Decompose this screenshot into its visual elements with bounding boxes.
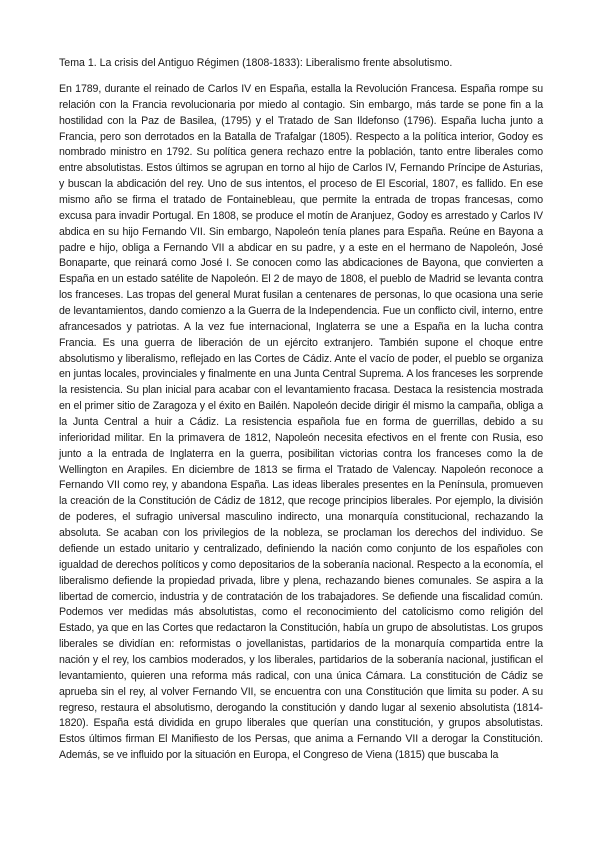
document-title: Tema 1. La crisis del Antiguo Régimen (1808-1833): Liberalismo frente absolutismo. xyxy=(59,57,453,69)
document-page xyxy=(59,56,543,764)
document-body-paragraph: En 1789, durante el reinado de Carlos IV en España, estalla la Revolución Francesa. España rompe su relación con la Francia revolucionaria por miedo al contagio. Sin embargo, más tarde se pone fin a la hostilidad con la Paz de Basilea, (1795) y el Tratado de San Ildefonso (1796). España lucha junto a Francia, pero son derrotados en la Batalla de Trafalgar (1805). Respecto a la política interior, Godoy es nombrado ministro en 1792. Su política genera rechazo entre la población, tanto entre liberales como entre absolutistas. Estos últimos se agrupan en torno al hijo de Carlos IV, Fernando Príncipe de Asturias, y buscan la abdicación del rey. Uno de sus intentos, el proceso de El Escorial, 1807, es fallido. En ese mismo año se firma el tratado de Fontainebleau, que permite la entrada de tropas francesas, como excusa para invadir Portugal. En 1808, se produce el motín de Aranjuez, Godoy es arrestado y Carlos IV abdica en su hijo Fernando VII. Sin embargo, Napoleón tenía planes para España. Reúne en Bayona a padre e hijo, obliga a Fernando VII a abdicar en su padre, y a este en el hermano de Napoleón, José Bonaparte, que reinará como José I. Se conocen como las abdicaciones de Bayona, que convierten a España en un estado satélite de Napoleón. El 2 de mayo de 1808, el pueblo de Madrid se levanta contra los franceses. Las tropas del general Murat fusilan a centenares de personas, lo que ocasiona una serie de levantamientos, dando comienzo a la Guerra de la Independencia. Fue un conflicto civil, interno, entre afrancesados y patriotas. A la vez fue internacional, Inglaterra se une a España en la lucha contra Francia. Es una guerra de liberación de un ejército extranjero. También supone el choque entre absolutismo y liberalismo, reflejado en las Cortes de Cádiz. Ante el vacío de poder, el pueblo se organiza en juntas locales, provinciales y finalmente en una Junta Central Suprema. A los franceses les sorprende la resistencia. Su plan inicial para acabar con el levantamiento fracasa. Destaca la resistencia mostrada en el primer sitio de Zaragoza y el éxito en Bailén. Napoleón decide dirigir él mismo la campaña, obliga a la Junta Central a huir a Cádiz. La resistencia española fue en forma de guerrillas, debido a su inferioridad militar. En la primavera de 1812, Napoleón necesita efectivos en el frente con Rusia, eso junto a la entrada de Inglaterra en la guerra, posibilitan victorias contra los franceses como la de Wellington en Arapiles. En diciembre de 1813 se firma el Tratado de Valencay. Napoleón reconoce a Fernando VII como rey, y abandona España. Las ideas liberales presentes en la Península, promueven la creación de la Constitución de Cádiz de 1812, que recoge principios liberales. Por ejemplo, la división de poderes, el sufragio universal masculino indirecto, una monarquía constitucional, rechazando la absoluta. Se acaban con los privilegios de la nobleza, se proclaman los derechos del individuo. Se defiende un estado unitario y centralizado, definiendo la nación como conjunto de los españoles con igualdad de derechos políticos y como depositarios de la soberanía nacional. Respecto a la economía, el liberalismo defiende la propiedad privada, libre y plena, rechazando bienes comunales. Se aspira a la libertad de comercio, industria y de contratación de los trabajadores. Se defiende una fiscalidad común. Podemos ver medidas más absolutistas, como el reconocimiento del catolicismo como religión del Estado, ya que en las Cortes que redactaron la Constitución, había un grupo de absolutistas. Los grupos liberales se dividían en: reformistas o jovellanistas, partidarios de la monarquía compartida entre la nación y el rey, los cambios moderados, y los liberales, partidarios de la soberanía nacional, justifican el levantamiento, quieren una reforma más radical, con una única Cámara. La constitución de Cádiz se aprueba sin el rey, al volver Fernando VII, se encuentra con una Constitución que limita su poder. A su regreso, restaura el absolutismo, derogando la constitución y dando lugar al sexenio absolutista (1814-1820). España está dividida en grupo liberales que querían una constitución, y grupos absolutistas. Estos últimos firman El Manifiesto de los Persas, que anima a Fernando VII a derogar la Constitución. Además, se ve influido por la situación en Europa, el Congreso de Viena (1815) que buscaba la xyxy=(59,83,543,762)
